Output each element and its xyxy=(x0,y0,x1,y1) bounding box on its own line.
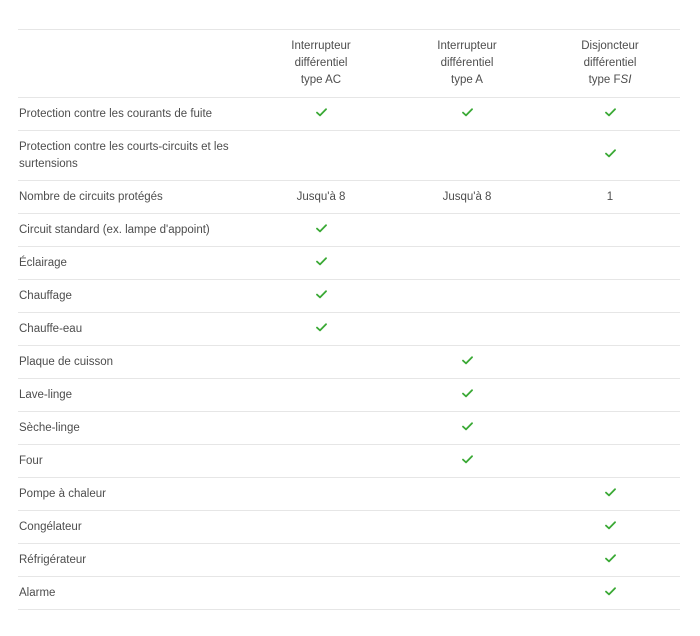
table-row xyxy=(18,544,680,577)
table-row xyxy=(18,511,680,544)
row-cell-c3 xyxy=(540,519,680,536)
header-type-ac-line3: type AC xyxy=(300,74,342,86)
check-icon xyxy=(605,554,616,563)
header-type-ac-line2: différentiel xyxy=(294,57,348,69)
table-row xyxy=(18,478,680,511)
header-type-fsi-line2: différentiel xyxy=(583,57,637,69)
row-label: Protection contre les courants de fuite xyxy=(19,107,213,120)
check-icon xyxy=(316,224,327,233)
header-type-a-line3: type A xyxy=(451,74,483,86)
header-type-ac-line1: Interrupteur xyxy=(291,40,351,52)
check-icon xyxy=(605,108,616,117)
table-row xyxy=(18,131,680,181)
check-icon xyxy=(605,149,616,158)
check-icon xyxy=(462,389,473,398)
row-cell-c3 xyxy=(540,147,680,164)
row-cell-c1 xyxy=(248,288,394,305)
row-cell-c3 xyxy=(540,585,680,602)
row-label: Four xyxy=(19,454,43,467)
table-row xyxy=(18,181,680,214)
row-cell-c3 xyxy=(540,552,680,569)
table-body xyxy=(18,98,680,610)
header-type-fsi-line3: type F xyxy=(588,74,621,86)
header-type-fsi-italic: SI xyxy=(620,74,632,86)
table-header-row xyxy=(18,30,680,98)
row-label: Alarme xyxy=(19,586,56,599)
header-type-fsi xyxy=(540,38,680,89)
check-icon xyxy=(316,108,327,117)
row-cell-c1 xyxy=(248,106,394,123)
table-row xyxy=(18,577,680,610)
row-cell-c1 xyxy=(248,255,394,272)
row-label: Congélateur xyxy=(19,520,82,533)
table-row xyxy=(18,280,680,313)
header-type-a-line1: Interrupteur xyxy=(437,40,497,52)
row-cell-c3 xyxy=(540,486,680,503)
check-icon xyxy=(605,488,616,497)
header-type-a xyxy=(394,38,540,89)
row-label: Circuit standard (ex. lampe d'appoint) xyxy=(19,223,210,236)
row-cell-c2 xyxy=(394,420,540,437)
table-row xyxy=(18,379,680,412)
check-icon xyxy=(605,521,616,530)
header-type-ac xyxy=(248,38,394,89)
row-value: 1 xyxy=(606,190,614,203)
row-label: Plaque de cuisson xyxy=(19,355,113,368)
check-icon xyxy=(605,587,616,596)
row-cell-c1 xyxy=(248,321,394,338)
row-label: Sèche-linge xyxy=(19,421,80,434)
row-cell-c1 xyxy=(248,189,394,206)
row-cell-c2 xyxy=(394,189,540,206)
row-cell-c2 xyxy=(394,387,540,404)
table-row xyxy=(18,98,680,131)
row-value: Jusqu'à 8 xyxy=(442,190,492,203)
row-cell-c1 xyxy=(248,222,394,239)
header-type-fsi-line1: Disjoncteur xyxy=(581,40,639,52)
row-label: Lave-linge xyxy=(19,388,73,401)
check-icon xyxy=(462,356,473,365)
row-value: Jusqu'à 8 xyxy=(296,190,346,203)
table-row xyxy=(18,313,680,346)
header-type-a-line2: différentiel xyxy=(440,57,494,69)
table-row xyxy=(18,247,680,280)
table-row xyxy=(18,412,680,445)
comparison-table xyxy=(18,29,680,610)
table-row xyxy=(18,346,680,379)
row-cell-c2 xyxy=(394,354,540,371)
check-icon xyxy=(316,323,327,332)
table-row xyxy=(18,445,680,478)
check-icon xyxy=(462,108,473,117)
row-label: Éclairage xyxy=(19,256,67,269)
row-label: Chauffage xyxy=(19,289,72,302)
row-label: Protection contre les courts-circuits et les surtensions xyxy=(19,140,229,170)
row-cell-c3 xyxy=(540,189,680,206)
check-icon xyxy=(462,422,473,431)
check-icon xyxy=(316,290,327,299)
row-cell-c2 xyxy=(394,453,540,470)
row-label: Réfrigérateur xyxy=(19,553,87,566)
row-label: Pompe à chaleur xyxy=(19,487,106,500)
row-cell-c2 xyxy=(394,106,540,123)
row-label: Nombre de circuits protégés xyxy=(19,190,163,203)
row-label: Chauffe-eau xyxy=(19,322,83,335)
check-icon xyxy=(316,257,327,266)
table-row xyxy=(18,214,680,247)
row-cell-c3 xyxy=(540,106,680,123)
check-icon xyxy=(462,455,473,464)
